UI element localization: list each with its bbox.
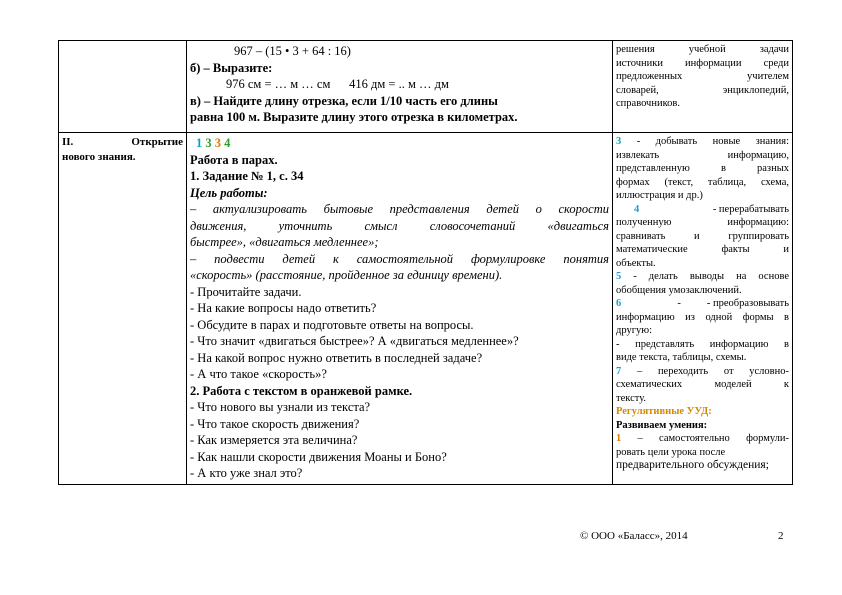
uud-cell	[613, 41, 793, 133]
uud-line: информацию из одной формы в	[616, 311, 789, 323]
uud-line: решения учебной задачи	[616, 44, 789, 55]
uud-number: 3	[205, 136, 212, 150]
uud-line: объекты.	[616, 257, 656, 269]
content-cell	[187, 41, 613, 133]
regulative-subheading: Развиваем умения:	[616, 419, 708, 431]
task-b-heading: б) – Выразите:	[190, 60, 273, 75]
uud-number: 4	[224, 136, 231, 150]
question-line: - А кто уже знал это?	[190, 466, 303, 480]
stage-title-word: Открытие	[131, 136, 183, 148]
uud-number: 3	[616, 136, 622, 147]
uud-text: - перерабатывать	[712, 203, 789, 215]
uud-line	[616, 270, 789, 284]
uud-line: ровать цели урока после	[616, 446, 726, 458]
regulative-heading: Регулятивные УУД:	[616, 406, 712, 417]
uud-number: 5	[616, 271, 622, 282]
uud-line: извлекать информацию,	[616, 149, 789, 161]
stage-title-line2: нового знания.	[62, 151, 136, 163]
uud-numbers	[190, 135, 609, 152]
uud-number: 6	[616, 298, 622, 309]
question-line: - Что значит «двигаться быстрее»? А «двигаться медленнее»?	[190, 334, 519, 348]
uud-text: - добывать новые знания:	[636, 136, 790, 147]
stage-cell	[59, 133, 187, 485]
uud-line: формах (текст, таблица, схема,	[616, 176, 789, 188]
task-heading: 1. Задание № 1, с. 34	[190, 169, 304, 183]
stage-cell	[59, 41, 187, 133]
uud-line: сравнивать и группировать	[616, 230, 789, 242]
uud-line: предложенных учителем	[616, 71, 789, 82]
lesson-table	[58, 40, 793, 485]
uud-line: словарей, энциклопедий,	[616, 84, 789, 96]
uud-number: 1	[616, 433, 622, 444]
uud-line: тексту.	[616, 392, 647, 404]
uud-line	[616, 135, 789, 149]
uud-line: обобщения умозаключений.	[616, 284, 742, 296]
work-pairs-heading: Работа в парах.	[190, 152, 278, 167]
uud-number: 7	[616, 365, 622, 377]
question-line: - Что такое скорость движения?	[190, 416, 360, 431]
uud-line: предварительного обсуждения;	[616, 459, 769, 471]
uud-text: - преобразовывать	[706, 298, 789, 309]
goal-line: – подвести детей к самостоятельной формулировке понятия	[190, 251, 609, 266]
uud-line: виде текста, таблицы, схемы.	[616, 352, 747, 363]
uud-text: – самостоятельно формули-	[637, 433, 789, 444]
uud-line: математические факты и	[616, 244, 789, 255]
page-number: 2	[778, 530, 784, 542]
copyright-footer: © ООО «Баласс», 2014	[580, 530, 688, 542]
question-line: - А что такое «скорость»?	[190, 367, 327, 381]
table-row	[59, 41, 793, 133]
goal-line: движения, уточнить смысл словосочетаний «двигаться	[190, 218, 609, 233]
question-line: - Что нового вы узнали из текста?	[190, 400, 371, 414]
task-v-line2: равна 100 м. Выразите длину этого отрезка в километрах.	[190, 110, 518, 124]
question-line: - Как нашли скорости движения Моаны и Боно?	[190, 449, 447, 464]
uud-line	[616, 203, 789, 217]
uud-number: 1	[196, 136, 203, 150]
uud-line	[616, 432, 789, 446]
task-v-line1: в) – Найдите длину отрезка, если 1/10 часть его длины	[190, 93, 498, 108]
uud-number: 4	[634, 203, 640, 215]
uud-line: полученную информацию:	[616, 217, 789, 228]
uud-number: 3	[214, 136, 221, 150]
uud-text: – переходить от условно-	[636, 365, 789, 377]
uud-cell	[613, 133, 793, 485]
uud-line: источники информации среди	[616, 57, 789, 69]
uud-line	[616, 365, 789, 379]
uud-line: 6 - - преобразовывать	[616, 298, 789, 309]
content-cell	[187, 133, 613, 485]
table-row	[59, 133, 793, 485]
uud-text: - делать выводы на основе	[633, 271, 790, 282]
question-line: - На какой вопрос нужно ответить в последней задаче?	[190, 350, 483, 365]
uud-line: справочников.	[616, 98, 680, 109]
goal-heading: Цель работы:	[190, 185, 268, 200]
text-work-heading: 2. Работа с текстом в оранжевой рамке.	[190, 383, 413, 398]
question-line: - Прочитайте задачи.	[190, 284, 302, 299]
goal-line: быстрее», «двигаться медленнее»;	[190, 235, 379, 249]
stage-number: II.	[62, 136, 74, 148]
expression-line: 967 – (15 • 3 + 64 : 16)	[234, 44, 351, 58]
uud-line: схематических моделей к	[616, 379, 789, 390]
question-line: - Обсудите в парах и подготовьте ответы на вопросы.	[190, 317, 474, 332]
uud-line: - представлять информацию в	[616, 338, 789, 350]
uud-line: представленную в разных	[616, 163, 789, 174]
question-line: - На какие вопросы надо ответить?	[190, 301, 377, 315]
goal-line: – актуализировать бытовые представления детей о скорости	[190, 202, 609, 216]
uud-line: другую:	[616, 325, 653, 336]
uud-line: иллюстрация и др.)	[616, 190, 703, 201]
task-b-line: 976 см = … м … см 416 дм = .. м … дм	[226, 77, 449, 91]
goal-line: «скорость» (расстояние, пройденное за единицу времени).	[190, 268, 503, 282]
question-line: - Как измеряется эта величина?	[190, 433, 358, 447]
